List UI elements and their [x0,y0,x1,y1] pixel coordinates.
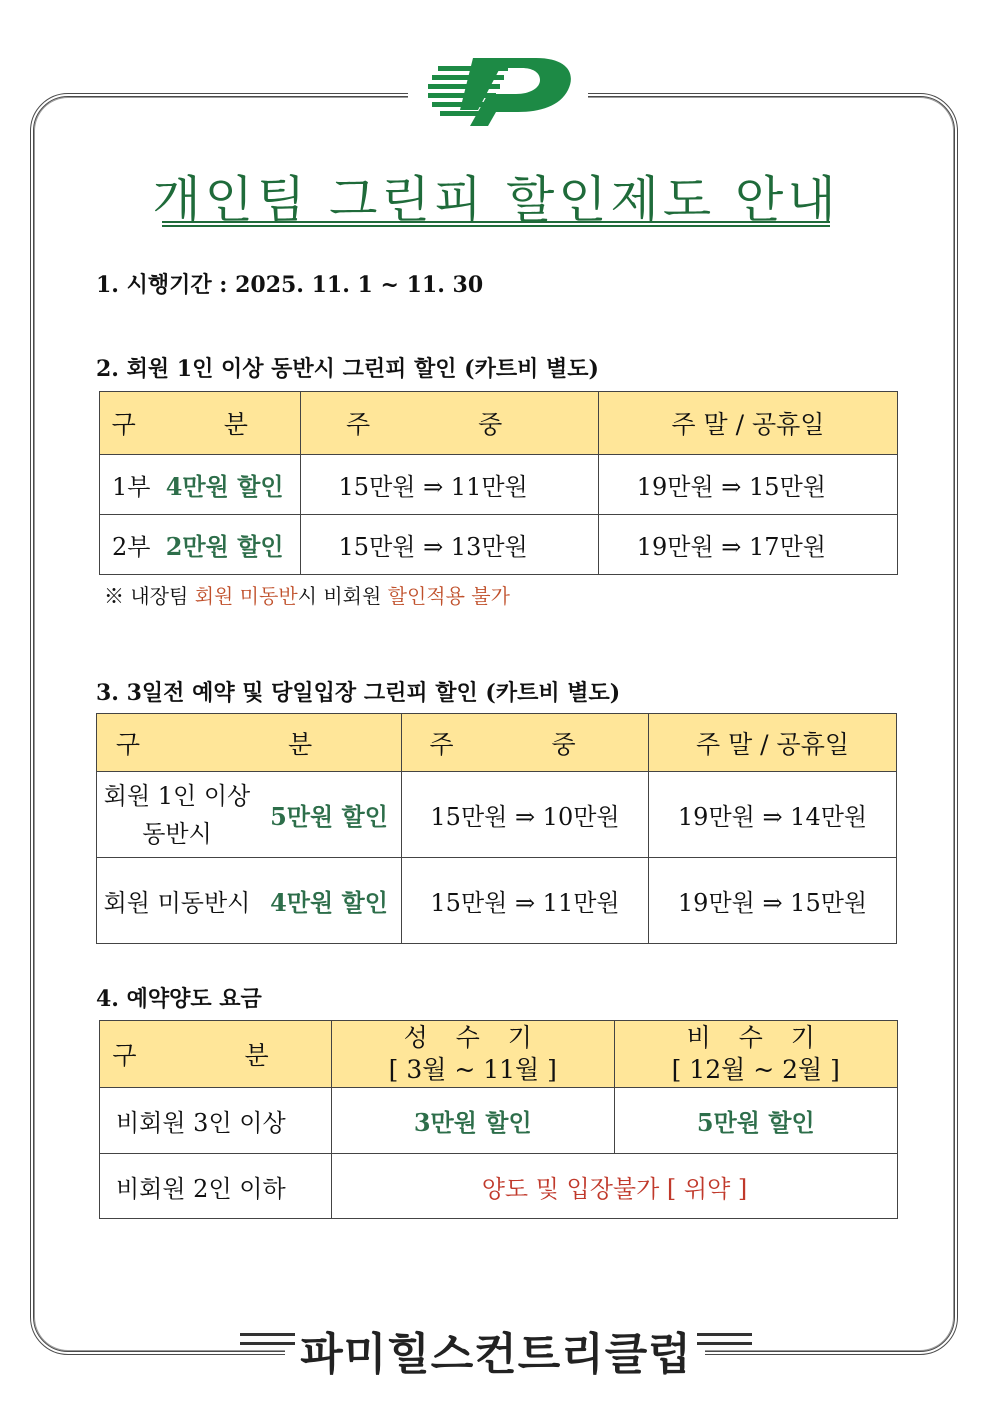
header-weekend: 주 말 / 공휴일 [598,392,897,455]
part-label: 2부 [112,533,151,561]
category-cell [100,515,301,575]
note-highlight-2: 할인적용 불가 [387,584,510,608]
section4-table [99,1020,898,1219]
category-cell: 비회원 3인 이상 [100,1088,332,1154]
table-row [97,858,897,944]
category-line-1: 회원 1인 이상 [103,781,251,810]
header-category: 구 분 [100,1021,332,1088]
part-label: 1부 [112,473,151,501]
footer-decor-left [240,1333,295,1345]
section3-label: 3. 3일전 예약 및 당일입장 그린피 할인 (카트비 별도) [96,680,621,706]
note-middle: 시 비회원 [297,584,388,608]
peak-title: 성 수 기 [403,1023,542,1052]
weekend-price: 19만원 ⇒ 17만원 [598,515,897,575]
table-header-row [97,714,897,772]
weekend-price: 19만원 ⇒ 15만원 [598,455,897,515]
section2-label: 2. 회원 1인 이상 동반시 그린피 할인 (카트비 별도) [96,356,599,382]
table-row [100,515,898,575]
peak-period: [ 3월 ~ 11월 ] [388,1055,557,1084]
weekday-price: 15만원 ⇒ 11만원 [300,455,598,515]
section3-table [96,713,897,944]
club-name: 파미힐스컨트리클럽 [300,1329,692,1380]
discount-label: 5만원 할인 [257,772,402,858]
table-row [100,1088,898,1154]
club-logo-icon [418,52,580,130]
weekday-price: 15만원 ⇒ 13만원 [300,515,598,575]
peak-discount: 3만원 할인 [332,1088,614,1154]
section1-label: 1. 시행기간 : 2025. 11. 1 ~ 11. 30 [96,272,484,298]
page-title: 개인팀 그린피 할인제도 안내 [152,171,840,229]
discount-label: 4만원 할인 [165,472,284,501]
section2-note [104,580,510,609]
weekday-price: 15만원 ⇒ 10만원 [402,772,649,858]
transfer-prohibited: 양도 및 입장불가 [ 위약 ] [332,1154,898,1219]
header-category: 구 분 [97,714,402,772]
table-row [100,1154,898,1219]
header-weekday: 주 중 [300,392,598,455]
table-header-row [100,1021,898,1088]
offpeak-title: 비 수 기 [686,1023,825,1052]
category-cell [100,455,301,515]
table-row [97,772,897,858]
header-peak [332,1021,614,1088]
category-line-2: 동반시 [142,819,212,848]
header-offpeak [614,1021,898,1088]
section4-label: 4. 예약양도 요금 [96,986,262,1012]
category-cell: 비회원 2인 이하 [100,1154,332,1219]
title-underline [162,221,830,227]
weekend-price: 19만원 ⇒ 15만원 [649,858,897,944]
weekend-price: 19만원 ⇒ 14만원 [649,772,897,858]
discount-label: 4만원 할인 [257,858,402,944]
note-prefix: ※ 내장팀 [104,584,195,608]
offpeak-period: [ 12월 ~ 2월 ] [671,1055,840,1084]
discount-label: 2만원 할인 [165,532,284,561]
table-row [100,455,898,515]
note-highlight-1: 회원 미동반 [194,584,298,608]
header-weekday: 주 중 [402,714,649,772]
header-weekend: 주 말 / 공휴일 [649,714,897,772]
offpeak-discount: 5만원 할인 [614,1088,898,1154]
table-header-row [100,392,898,455]
footer-decor-right [697,1333,752,1345]
category-cell [97,772,258,858]
category-cell: 회원 미동반시 [97,858,258,944]
weekday-price: 15만원 ⇒ 11만원 [402,858,649,944]
section2-table [99,391,898,575]
header-category: 구 분 [100,392,301,455]
